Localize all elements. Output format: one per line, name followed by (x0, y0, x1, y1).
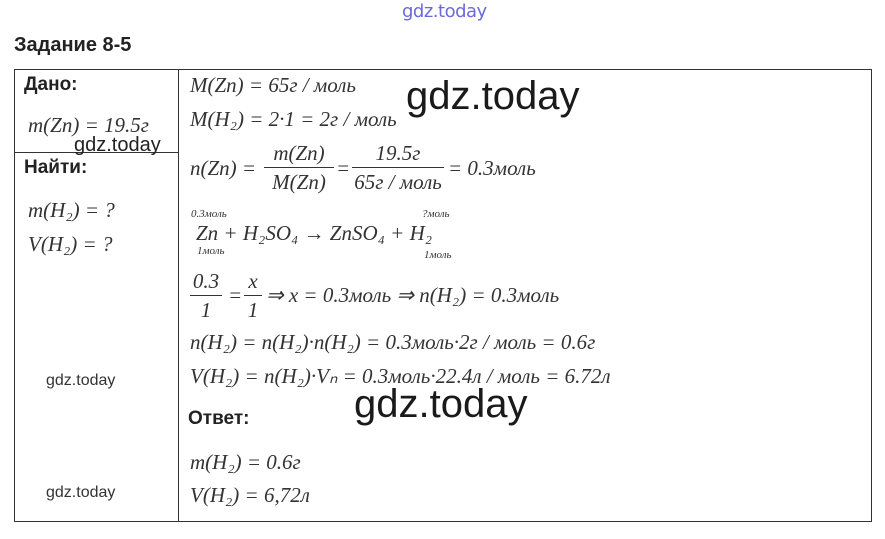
moles-zn-lhs: n(Zn) = (190, 156, 257, 180)
answer-volume-h2: V(H₂) = 6,72л (190, 483, 310, 507)
fraction-numerator: x (248, 269, 258, 293)
answer-mass-h2: m(H₂) = 0.6г (190, 450, 301, 474)
molar-mass-zn: M(Zn) = 65г / моль (190, 73, 356, 97)
volume-h2-calculation: V(H₂) = n(H₂)·Vₙ = 0.3моль·22.4л / моль = 6.72л (190, 364, 611, 388)
proportion-fraction-2 (244, 268, 262, 323)
proportion-fraction-1 (190, 268, 222, 323)
fraction-bar (244, 295, 262, 296)
header-watermark: gdz.today (402, 1, 487, 22)
left-watermark-1: gdz.today (74, 134, 161, 156)
find-volume-h2: V(H₂) = ? (28, 232, 113, 256)
molar-mass-h2: M(H₂) = 2·1 = 2г / моль (190, 107, 397, 131)
proportion-equals: = (228, 283, 243, 307)
left-watermark-2: gdz.today (46, 372, 116, 389)
fraction-numerator: m(Zn) (273, 141, 325, 165)
column-divider (178, 69, 179, 522)
left-watermark-3: gdz.today (46, 484, 116, 501)
large-watermark-2: gdz.today (354, 382, 528, 426)
fraction-denominator: 65г / моль (354, 170, 442, 194)
moles-zn-result: = 0.3моль (448, 156, 536, 180)
fraction-bar (352, 167, 444, 168)
proportion-result: ⇒ x = 0.3моль ⇒ n(H₂) = 0.3моль (266, 283, 560, 307)
moles-zn-fraction-2 (352, 140, 444, 195)
task-title: Задание 8-5 (14, 34, 132, 56)
mass-h2-calculation: n(H₂) = n(H₂)·n(H₂) = 0.3моль·2г / моль = 0.6г (190, 330, 596, 354)
equals-sign: = (336, 156, 351, 180)
reaction-equation: Zn + H₂SO₄ → ZnSO₄ + H₂ (196, 221, 433, 245)
fraction-denominator: M(Zn) (272, 170, 326, 194)
fraction-numerator: 0.3 (192, 269, 220, 293)
fraction-denominator: 1 (247, 298, 259, 322)
reaction-coef-zn-label: 1моль (197, 245, 225, 257)
fraction-denominator: 1 (200, 298, 212, 322)
moles-zn-fraction-1 (264, 140, 334, 195)
reaction-moles-h2-label: ?моль (422, 208, 450, 220)
find-heading: Найти: (24, 157, 88, 178)
given-heading: Дано: (24, 74, 78, 95)
fraction-bar (264, 167, 334, 168)
answer-heading: Ответ: (188, 408, 250, 429)
fraction-bar (190, 295, 222, 296)
reaction-moles-zn-label: 0.3моль (191, 208, 227, 220)
fraction-numerator: 19.5г (375, 141, 421, 165)
large-watermark-1: gdz.today (406, 74, 580, 118)
find-mass-h2: m(H₂) = ? (28, 198, 115, 222)
reaction-coef-h2-label: 1моль (424, 249, 452, 261)
given-mass-zn: m(Zn) = 19.5г (28, 113, 149, 137)
